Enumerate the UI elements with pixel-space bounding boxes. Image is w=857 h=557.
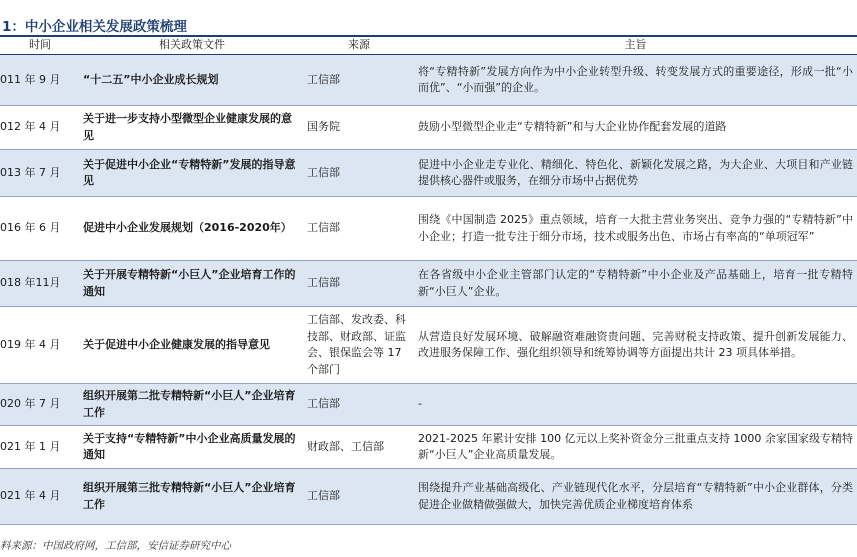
row-doc: 关于促进中小企业健康发展的指导意见 xyxy=(80,307,304,384)
header-dept: 来源 xyxy=(304,37,414,55)
table-title: 1：中小企业相关发展政策梳理 xyxy=(2,19,187,35)
table-row xyxy=(0,426,857,469)
row-doc: “十二五”中小企业成长规划 xyxy=(80,55,304,106)
row-doc: 关于开展专精特新“小巨人”企业培育工作的通知 xyxy=(80,261,304,307)
row-date: 016 年 6 月 xyxy=(0,197,80,261)
row-doc: 组织开展第二批专精特新“小巨人”企业培育工作 xyxy=(80,384,304,426)
row-dept: 财政部、工信部 xyxy=(304,426,414,469)
row-summary: 围绕《中国制造 2025》重点领域，培育一大批主营业务突出、竞争力强的“专精特新”中小企业；打造一批专注于细分市场，技术或服务出色、市场占有率高的“单项冠军” xyxy=(414,197,857,261)
source-note: 料来源：中国政府网，工信部，安信证券研究中心 xyxy=(0,540,231,552)
policy-table xyxy=(0,37,857,525)
row-date: 012 年 4 月 xyxy=(0,106,80,150)
table-row xyxy=(0,106,857,150)
header-doc: 相关政策文件 xyxy=(80,37,304,55)
row-date: 011 年 9 月 xyxy=(0,55,80,106)
row-dept: 工信部 xyxy=(304,150,414,197)
row-summary: 围绕提升产业基础高级化、产业链现代化水平，分层培育“专精特新”中小企业群体，分类促进企业做精做强做大，加快完善优质企业梯度培育体系 xyxy=(414,469,857,525)
row-doc: 关于进一步支持小型微型企业健康发展的意见 xyxy=(80,106,304,150)
row-dept: 国务院 xyxy=(304,106,414,150)
row-summary: 从营造良好发展环境、破解融资难融资贵问题、完善财税支持政策、提升创新发展能力、改进服务保障工作、强化组织领导和统筹协调等方面提出共计 23 项具体举措。 xyxy=(414,307,857,384)
row-dept: 工信部 xyxy=(304,469,414,525)
table-header-row xyxy=(0,37,857,55)
table-row xyxy=(0,384,857,426)
row-date: 013 年 7 月 xyxy=(0,150,80,197)
table-row xyxy=(0,307,857,384)
row-dept: 工信部 xyxy=(304,261,414,307)
row-date: 020 年 7 月 xyxy=(0,384,80,426)
row-doc: 关于促进中小企业“专精特新”发展的指导意见 xyxy=(80,150,304,197)
row-dept: 工信部 xyxy=(304,197,414,261)
row-summary: 2021-2025 年累计安排 100 亿元以上奖补资金分三批重点支持 1000 余家国家级专精特新“小巨人”企业高质量发展。 xyxy=(414,426,857,469)
row-summary: 促进中小企业走专业化、精细化、特色化、新颖化发展之路，为大企业、大项目和产业链提供核心器件或服务，在细分市场中占据优势 xyxy=(414,150,857,197)
row-date: 018 年11月 xyxy=(0,261,80,307)
row-dept: 工信部 xyxy=(304,55,414,106)
row-date: 019 年 4 月 xyxy=(0,307,80,384)
row-summary: 在各省级中小企业主管部门认定的“专精特新”中小企业及产品基础上，培育一批专精特新“小巨人”企业。 xyxy=(414,261,857,307)
row-doc: 促进中小企业发展规划（2016-2020年） xyxy=(80,197,304,261)
row-date: 021 年 1 月 xyxy=(0,426,80,469)
header-time: 时间 xyxy=(0,37,80,55)
table-row xyxy=(0,150,857,197)
row-date: 021 年 4 月 xyxy=(0,469,80,525)
table-row xyxy=(0,55,857,106)
row-doc: 组织开展第三批专精特新“小巨人”企业培育工作 xyxy=(80,469,304,525)
row-dept: 工信部 xyxy=(304,384,414,426)
table-row xyxy=(0,197,857,261)
row-summary: - xyxy=(414,384,857,426)
row-doc: 关于支持“专精特新”中小企业高质量发展的通知 xyxy=(80,426,304,469)
row-dept: 工信部、发改委、科技部、财政部、证监会、银保监会等 17 个部门 xyxy=(304,307,414,384)
table-row xyxy=(0,261,857,307)
table-row xyxy=(0,469,857,525)
header-summary: 主旨 xyxy=(414,37,857,55)
row-summary: 鼓励小型微型企业走“专精特新”和与大企业协作配套发展的道路 xyxy=(414,106,857,150)
row-summary: 将“专精特新”发展方向作为中小企业转型升级、转变发展方式的重要途径，形成一批“小而优”、“小而强”的企业。 xyxy=(414,55,857,106)
